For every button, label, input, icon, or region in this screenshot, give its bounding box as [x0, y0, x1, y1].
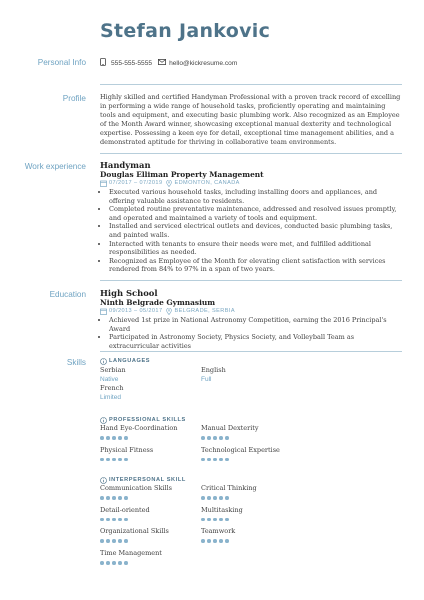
info-icon: [100, 358, 107, 365]
rating-dot: [112, 561, 116, 565]
skill-name: Communication Skills: [100, 484, 173, 493]
rating-dot: [219, 496, 223, 500]
rating-dot: [106, 561, 110, 565]
rating-dot: [106, 496, 110, 500]
skill-group-heading: INTERPERSONAL SKILL: [100, 476, 402, 484]
skill-item: [201, 506, 302, 522]
rating-dot: [124, 496, 128, 500]
rating-dot: [207, 518, 211, 522]
rating-dot: [207, 436, 211, 440]
skill-rating: [100, 539, 201, 543]
job-dates: 07/2017 – 07/2019: [109, 180, 163, 186]
rating-dot: [225, 458, 229, 462]
section-label-skills: Skills: [66, 358, 86, 367]
section-label-personal-info: Personal Info: [37, 58, 86, 67]
email-address[interactable]: hello@kickresume.com: [169, 59, 238, 67]
rating-dot: [118, 458, 122, 462]
info-icon: [100, 477, 107, 484]
rating-dot: [106, 436, 110, 440]
language-item: English Full: [201, 366, 226, 383]
skill-group-heading: LANGUAGES: [100, 357, 402, 365]
education-school: Ninth Belgrade Gymnasium: [100, 298, 216, 307]
skill-item: [201, 527, 302, 543]
rating-dot: [124, 458, 128, 462]
info-icon: [100, 417, 107, 424]
rating-dot: [118, 496, 122, 500]
rating-dot: [118, 518, 122, 522]
rating-dot: [207, 496, 211, 500]
rating-dot: [225, 436, 229, 440]
skill-rating: [201, 518, 302, 522]
divider: [100, 280, 402, 281]
work-entry: [100, 160, 402, 274]
skill-item: [201, 446, 302, 462]
skill-rating: [201, 436, 302, 440]
skill-name: Manual Dexterity: [201, 424, 259, 432]
skill-item: [100, 527, 201, 543]
rating-dot: [100, 561, 104, 565]
job-meta: [100, 179, 402, 187]
rating-dot: [100, 436, 104, 440]
skill-group-heading: PROFESSIONAL SKILLS: [100, 416, 402, 424]
list-item: • Executed various household tasks, including installing doors and appliances, and offering valuable assistance to residents.: [109, 188, 402, 205]
skill-name: Organizational Skills: [100, 527, 169, 536]
rating-dot: [106, 539, 110, 543]
education-entry: [100, 288, 402, 350]
skill-item: [100, 549, 201, 565]
rating-dot: [219, 539, 223, 543]
skill-item: [100, 424, 201, 440]
skill-item: [201, 484, 302, 500]
rating-dot: [124, 539, 128, 543]
job-location: EDMONTON, CANADA: [174, 180, 240, 186]
skill-name: Critical Thinking: [201, 484, 257, 493]
resume-name: Stefan Jankovic: [100, 20, 271, 42]
rating-dot: [201, 518, 205, 522]
list-item: • Participated in Astronomy Society, Physics Society, and Volleyball Team as extracurricular activities: [109, 333, 402, 350]
education-title: High School: [100, 288, 158, 298]
rating-dot: [225, 496, 229, 500]
rating-dot: [219, 518, 223, 522]
divider: [100, 351, 402, 352]
education-meta: [100, 307, 402, 315]
rating-dot: [112, 436, 116, 440]
languages-grid: [100, 366, 402, 402]
interpersonal-skills-grid: [100, 484, 402, 570]
divider: [100, 153, 402, 154]
skill-item: [201, 424, 302, 440]
rating-dot: [225, 539, 229, 543]
rating-dot: [213, 458, 217, 462]
rating-dot: [219, 458, 223, 462]
rating-dot: [213, 539, 217, 543]
list-item: • Recognized as Employee of the Month for elevating client satisfaction with services rendered from 84% to 97% in a span of two years.: [109, 257, 402, 274]
rating-dot: [100, 496, 104, 500]
location-pin-icon: [166, 308, 172, 315]
professional-skills-grid: [100, 424, 402, 467]
rating-dot: [124, 436, 128, 440]
rating-dot: [118, 436, 122, 440]
language-item: Serbian Native: [100, 366, 126, 383]
skill-name: Teamwork: [201, 527, 236, 536]
rating-dot: [213, 436, 217, 440]
rating-dot: [124, 561, 128, 565]
list-item: • Completed routine preventative maintenance, addressed and resolved issues promptly, and operated and maintained a variety of tools and equipment.: [109, 205, 402, 222]
rating-dot: [213, 518, 217, 522]
job-title: Handyman: [100, 160, 151, 170]
skill-item: [100, 506, 201, 522]
skill-item: [100, 484, 201, 500]
rating-dot: [112, 539, 116, 543]
section-label-education: Education: [49, 290, 86, 299]
list-item: • Interacted with tenants to ensure their needs were met, and fulfilled additional responsibilities as needed.: [109, 240, 402, 257]
phone-icon: [100, 58, 106, 68]
rating-dot: [201, 458, 205, 462]
skill-rating: [201, 496, 302, 500]
skill-name: Time Management: [100, 548, 162, 557]
rating-dot: [112, 496, 116, 500]
skill-name: Hand Eye-Coordination: [100, 424, 178, 432]
skill-rating: [100, 496, 201, 500]
rating-dot: [124, 518, 128, 522]
skill-rating: [100, 436, 201, 440]
location-pin-icon: [166, 180, 172, 187]
rating-dot: [118, 561, 122, 565]
skill-rating: [100, 561, 201, 565]
education-location: BELGRADE, SERBIA: [174, 308, 235, 314]
skill-rating: [100, 458, 201, 462]
section-label-work-experience: Work experience: [24, 162, 86, 171]
rating-dot: [112, 458, 116, 462]
skill-name: Multitasking: [201, 505, 243, 514]
rating-dot: [106, 518, 110, 522]
mail-icon: [158, 59, 166, 67]
rating-dot: [201, 539, 205, 543]
rating-dot: [100, 539, 104, 543]
divider: [100, 84, 402, 85]
rating-dot: [213, 496, 217, 500]
skill-rating: [201, 539, 302, 543]
skill-rating: [201, 458, 302, 462]
skill-rating: [100, 518, 201, 522]
skills-content: [100, 357, 402, 571]
rating-dot: [207, 458, 211, 462]
job-bullets: [100, 188, 402, 274]
rating-dot: [219, 436, 223, 440]
contact-row: [100, 58, 402, 68]
skill-name: Physical Fitness: [100, 445, 154, 454]
rating-dot: [207, 539, 211, 543]
rating-dot: [225, 518, 229, 522]
list-item: • Installed and serviced electrical outlets and devices, conducted basic plumbing tasks, and painted walls.: [109, 222, 402, 239]
rating-dot: [112, 518, 116, 522]
skill-name: Detail-oriented: [100, 505, 150, 514]
list-item: • Achieved 1st prize in National Astronomy Competition, earning the 2016 Principal's Award: [109, 316, 402, 333]
education-dates: 09/2013 – 05/2017: [109, 308, 163, 314]
section-label-profile: Profile: [62, 94, 86, 103]
rating-dot: [100, 518, 104, 522]
skill-name: Technological Expertise: [201, 445, 280, 454]
language-item: French Limited: [100, 384, 124, 401]
rating-dot: [100, 458, 104, 462]
education-bullets: [100, 316, 402, 350]
calendar-icon: [100, 180, 107, 187]
profile-text: Highly skilled and certified Handyman Professional with a proven track record of excelling in performing a wide range of household tasks, proficiently operating and maintaining tools and equipment, and executing basic plumbing work. Also recognized as an Employee of the Month Award winner, showcasing exceptional manual dexterity and technological expertise. Possessing a keen eye for detail, exceptional time management abilities, and a demonstrated aptitude for thriving in collaborative team environments.: [100, 93, 401, 146]
rating-dot: [201, 496, 205, 500]
rating-dot: [201, 436, 205, 440]
calendar-icon: [100, 308, 107, 315]
phone-number: 555-555-5555: [111, 59, 153, 67]
skill-item: [100, 446, 201, 462]
rating-dot: [106, 458, 110, 462]
rating-dot: [118, 539, 122, 543]
job-company: Douglas Elliman Property Management: [100, 170, 264, 179]
